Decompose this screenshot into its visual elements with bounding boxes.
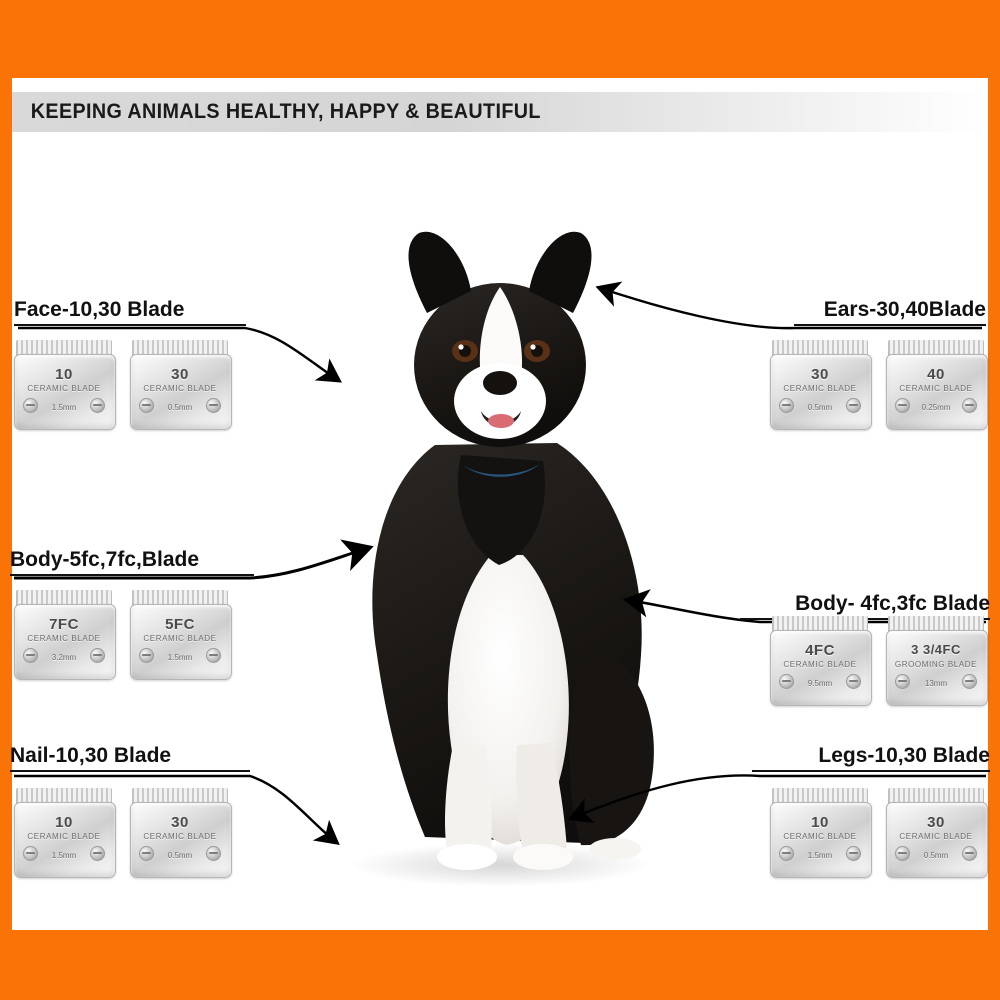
blade-length: 0.5mm (807, 403, 833, 412)
blade-group-body-left (14, 590, 230, 678)
blade-type: CERAMIC BLADE (143, 634, 217, 643)
blade-type: CERAMIC BLADE (27, 384, 101, 393)
right-orange-edge (988, 0, 1000, 1000)
blade-length: 1.5mm (807, 851, 833, 860)
screw-icon (895, 674, 910, 689)
blade-number: 7FC (49, 616, 79, 633)
blade-type: CERAMIC BLADE (783, 832, 857, 841)
dog-illustration (285, 225, 715, 885)
blade-group-legs (770, 788, 986, 876)
blade-length: 1.5mm (51, 403, 77, 412)
blade-item[interactable] (886, 340, 986, 428)
blade-group-body-right (770, 616, 986, 704)
screw-icon (206, 846, 221, 861)
blade-type: CERAMIC BLADE (143, 384, 217, 393)
bottom-orange-band (0, 930, 1000, 1000)
screw-icon (846, 398, 861, 413)
blade-item[interactable] (770, 616, 870, 704)
screw-icon (846, 674, 861, 689)
screw-icon (90, 648, 105, 663)
blade-number: 40 (927, 366, 945, 383)
dog-photo (285, 225, 715, 885)
blade-type: CERAMIC BLADE (899, 832, 973, 841)
screw-icon (90, 398, 105, 413)
blade-item[interactable] (886, 616, 986, 704)
blade-length: 0.5mm (923, 851, 949, 860)
blade-number: 10 (811, 814, 829, 831)
blade-item[interactable] (770, 788, 870, 876)
blade-length: 1.5mm (167, 653, 193, 662)
blade-length: 0.5mm (167, 403, 193, 412)
screw-icon (90, 846, 105, 861)
blade-item[interactable] (14, 590, 114, 678)
blade-number: 5FC (165, 616, 195, 633)
blade-item[interactable] (130, 590, 230, 678)
screw-icon (962, 674, 977, 689)
blade-item[interactable] (130, 788, 230, 876)
screw-icon (962, 398, 977, 413)
blade-type: GROOMING BLADE (894, 660, 978, 669)
blade-group-ears (770, 340, 986, 428)
screw-icon (139, 846, 154, 861)
blade-number: 10 (55, 814, 73, 831)
blade-type: CERAMIC BLADE (899, 384, 973, 393)
screw-icon (23, 648, 38, 663)
blade-length: 13mm (924, 679, 948, 688)
screw-icon (23, 846, 38, 861)
blade-number: 30 (811, 366, 829, 383)
blade-number: 30 (171, 366, 189, 383)
screw-icon (206, 648, 221, 663)
screw-icon (779, 846, 794, 861)
callout-label-body-right: Body- 4fc,3fc Blade (740, 592, 990, 620)
callout-label-nail: Nail-10,30 Blade (10, 744, 250, 772)
left-orange-edge (0, 0, 12, 1000)
tagline-text: KEEPING ANIMALS HEALTHY, HAPPY & BEAUTIFUL (30, 100, 541, 123)
blade-type: CERAMIC BLADE (783, 384, 857, 393)
blade-number: 10 (55, 366, 73, 383)
blade-length: 3.2mm (51, 653, 77, 662)
blade-length: 0.25mm (921, 403, 951, 412)
screw-icon (895, 398, 910, 413)
blade-group-face (14, 340, 230, 428)
tagline-banner (12, 92, 988, 132)
callout-label-body-left: Body-5fc,7fc,Blade (10, 548, 254, 576)
screw-icon (139, 648, 154, 663)
screw-icon (779, 674, 794, 689)
blade-number: 30 (927, 814, 945, 831)
top-orange-band (0, 0, 1000, 78)
screw-icon (846, 846, 861, 861)
blade-item[interactable] (14, 788, 114, 876)
callout-label-face: Face-10,30 Blade (14, 298, 246, 326)
blade-type: CERAMIC BLADE (27, 832, 101, 841)
blade-type: CERAMIC BLADE (783, 660, 857, 669)
screw-icon (139, 398, 154, 413)
blade-length: 0.5mm (167, 851, 193, 860)
screw-icon (962, 846, 977, 861)
screw-icon (206, 398, 221, 413)
blade-number: 30 (171, 814, 189, 831)
blade-number: 4FC (805, 642, 835, 659)
blade-item[interactable] (770, 340, 870, 428)
blade-length: 9.5mm (807, 679, 833, 688)
blade-type: CERAMIC BLADE (27, 634, 101, 643)
callout-label-legs: Legs-10,30 Blade (752, 744, 990, 772)
screw-icon (779, 398, 794, 413)
blade-item[interactable] (130, 340, 230, 428)
screw-icon (23, 398, 38, 413)
blade-type: CERAMIC BLADE (143, 832, 217, 841)
blade-item[interactable] (14, 340, 114, 428)
blade-item[interactable] (886, 788, 986, 876)
blade-group-nail (14, 788, 230, 876)
screw-icon (895, 846, 910, 861)
blade-length: 1.5mm (51, 851, 77, 860)
callout-label-ears: Ears-30,40Blade (794, 298, 986, 326)
blade-number: 3 3/4FC (911, 642, 961, 657)
